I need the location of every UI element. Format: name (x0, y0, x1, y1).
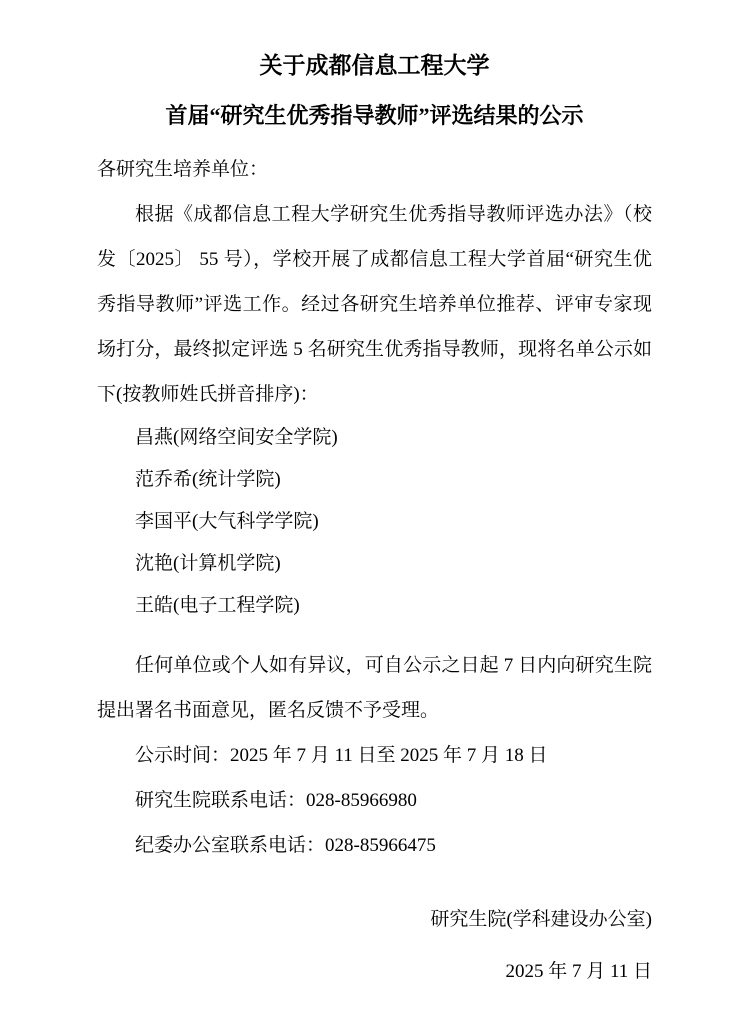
awardee-item-4: 沈艳(计算机学院) (135, 553, 281, 575)
discipline-office-phone: 纪委办公室联系电话：028-85966475 (135, 835, 436, 857)
publicity-period: 公示时间：2025 年 7 月 11 日至 2025 年 7 月 18 日 (135, 745, 548, 767)
doc-title-line2: 首届“研究生优秀指导教师”评选结果的公示 (165, 102, 584, 128)
grad-school-phone: 研究生院联系电话：028-85966980 (135, 790, 417, 812)
signature-block (97, 894, 652, 998)
awardee-list (97, 417, 652, 627)
signature-date: 2025 年 7 月 11 日 (505, 961, 652, 983)
doc-title-line1: 关于成都信息工程大学 (259, 53, 490, 78)
signature-unit: 研究生院(学科建设办公室) (430, 909, 652, 931)
awardee-item-5: 王皓(电子工程学院) (135, 595, 300, 617)
paragraph-basis: 根据《成都信息工程大学研究生优秀指导教师评选办法》（校发〔2025〕 55 号），学校开展了成都信息工程大学首届“研究生优秀指导教师”评选工作。经过各研究生培养单位推荐、评审专家现场打分，最终拟定评选 5 名研究生优秀指导教师，现将名单公示如下(按教师姓氏拼音排序)： (97, 204, 652, 406)
paragraph-objection: 任何单位或个人如有异议，可自公示之日起 7 日内向研究生院提出署名书面意见，匿名反馈不予受理。 (97, 655, 652, 722)
awardee-item-3: 李国平(大气科学学院) (135, 511, 319, 533)
salutation: 各研究生培养单位： (97, 159, 269, 181)
awardee-item-2: 范乔希(统计学院) (135, 469, 281, 491)
awardee-item-1: 昌燕(网络空间安全学院) (135, 427, 338, 449)
